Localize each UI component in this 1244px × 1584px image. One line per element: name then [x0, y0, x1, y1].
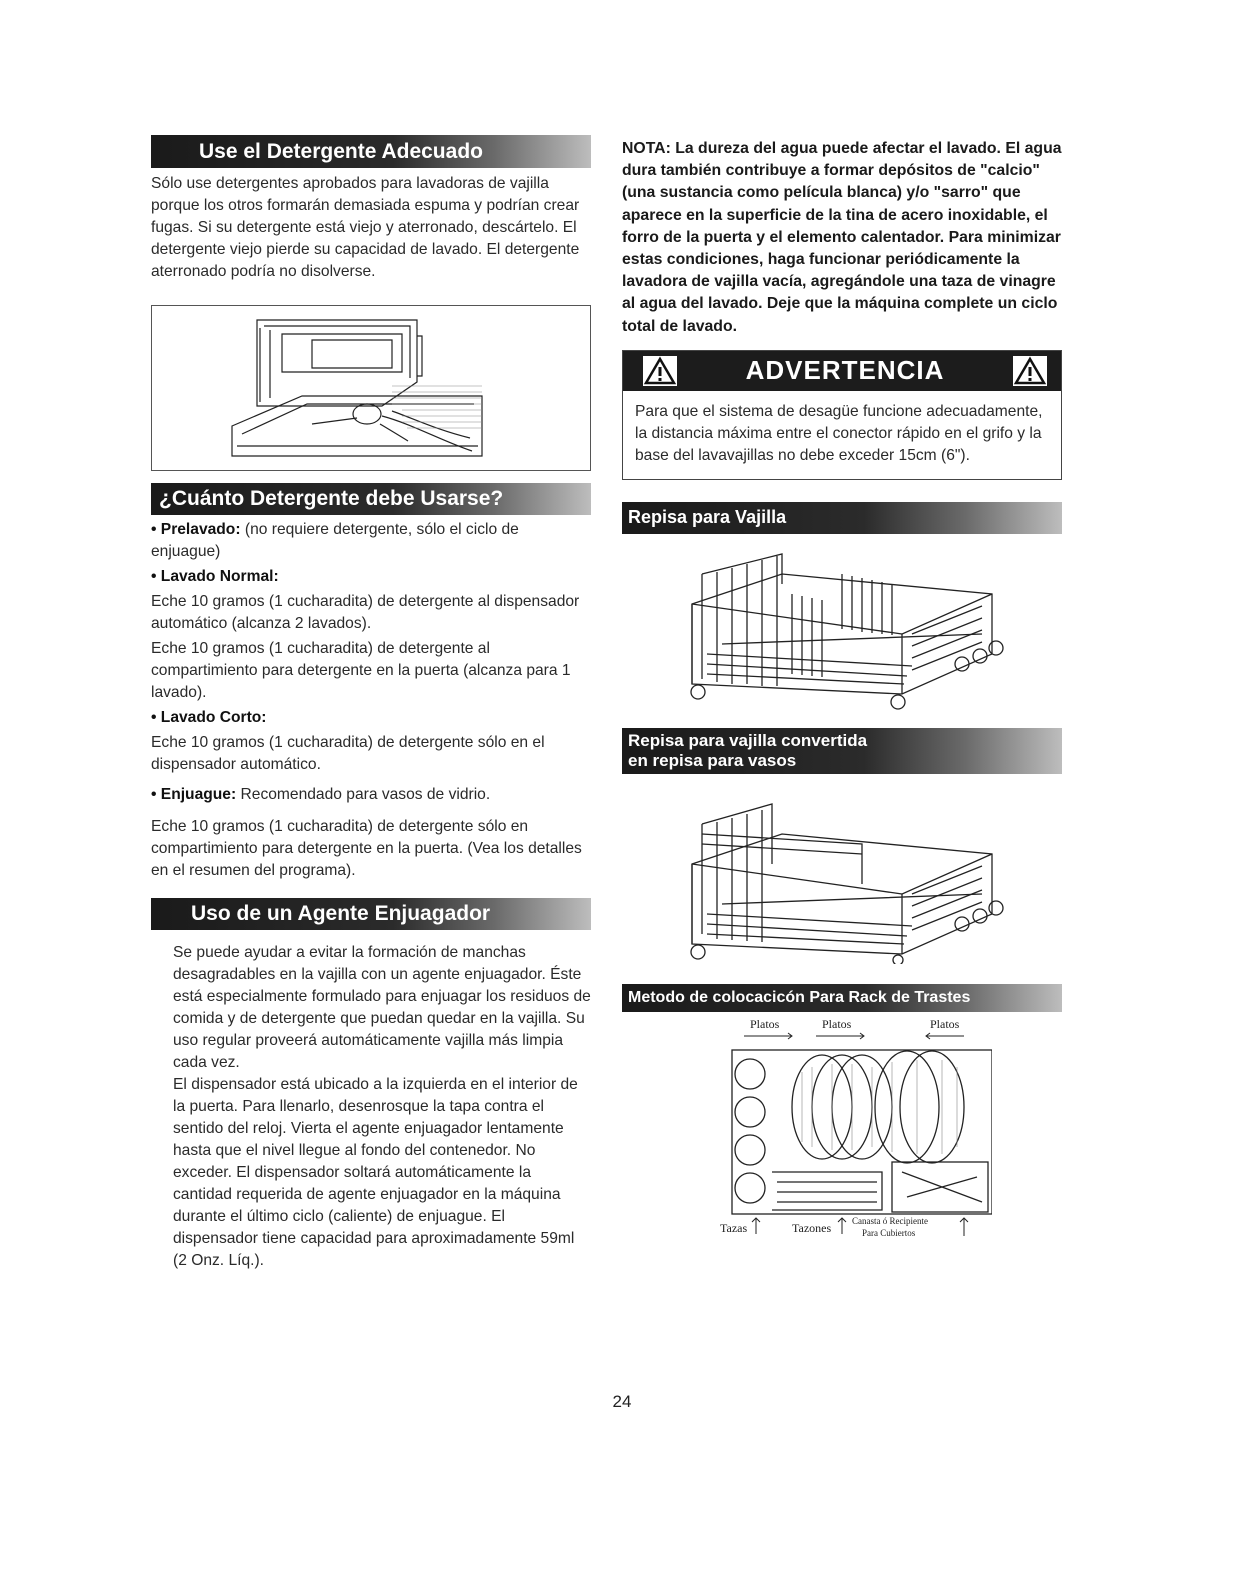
prelavado-label: • Prelavado:: [151, 521, 241, 538]
rinse-heading: Uso de un Agente Enjuagador: [151, 898, 591, 930]
dish-rack-icon: [662, 534, 1022, 724]
converted-rack-heading-line-1: Repisa para vajilla convertida: [628, 730, 868, 750]
loading-diagram: [622, 1012, 1062, 1242]
nota-paragraph: NOTA: La dureza del agua puede afectar el lavado. El agua dura también contribuye a formar depósitos de "calcio" (una sustancia como película blanca) y/o "sarro" que aparece en la superficie de la tina de acero inoxidable, el forro de la puerta y el elemento calentador. Para minimizar estas condiciones, haga funcionar periódicamente la lavadora de vajilla vacía, agregándole una taza de vinagre al agua del lavado. Deje que la máquina complete un ciclo total de lavado.: [622, 140, 1062, 335]
converted-rack-heading: [622, 728, 1062, 774]
glass-rack-icon: [662, 774, 1022, 964]
corto-text: Eche 10 gramos (1 cucharadita) de detergente sólo en el dispensador automático.: [151, 734, 545, 773]
label-platos-2: Platos: [822, 1016, 852, 1031]
enjuague-text-2: Eche 10 gramos (1 cucharadita) de detergente sólo en compartimiento para detergente en la puerta. (Vea los detalles en el resumen del programa).: [151, 818, 582, 879]
label-tazas: Tazas: [720, 1220, 748, 1235]
quantity-heading: ¿Cuánto Detergente debe Usarse?: [151, 483, 591, 515]
page-number: 24: [612, 1392, 632, 1411]
enjuague-text: Recomendado para vasos de vidrio.: [240, 786, 491, 803]
corto-label: • Lavado Corto:: [151, 709, 267, 726]
label-canasta-2: Para Cubiertos: [862, 1227, 916, 1238]
warning-triangle-icon: [1013, 356, 1047, 386]
normal-label: • Lavado Normal:: [151, 568, 279, 585]
normal-text-1: Eche 10 gramos (1 cucharadita) de detergente al dispensador automático (alcanza 2 lavados).: [151, 593, 580, 632]
rack-heading: Repisa para Vajilla: [622, 502, 1062, 534]
warning-triangle-icon: [643, 356, 677, 386]
enjuague-item: [151, 784, 591, 806]
left-column: [151, 135, 591, 1272]
glass-rack-illustration: [622, 774, 1062, 964]
warning-box: [622, 350, 1062, 480]
dishwasher-door-illustration: [152, 306, 590, 470]
right-column: [622, 138, 1062, 1242]
label-platos-3: Platos: [930, 1016, 960, 1031]
converted-rack-heading-line-2: en repisa para vasos: [628, 750, 797, 770]
detergent-heading: Use el Detergente Adecuado: [151, 135, 591, 168]
warning-text: Para que el sistema de desagüe funcione adecuadamente, la distancia máxima entre el conector rápido en el grifo y la base del lavavajillas no debe exceder 15cm (6").: [635, 402, 1043, 464]
rinse-paragraph-1: Se puede ayudar a evitar la formación de manchas desagradables en la vajilla con un agente enjuagador. Éste está especialmente formulado para enjuagar los residuos de comida y de detergente que puedan quedar en la vajilla. Su uso regular proveerá automáticamente vajilla más limpia cada vez.: [173, 944, 591, 1071]
enjuague-label: • Enjuague:: [151, 786, 237, 803]
dispenser-illustration: [151, 305, 591, 471]
prelavado-item: [151, 519, 591, 563]
normal-text-2: Eche 10 gramos (1 cucharadita) de detergente al compartimiento para detergente en la puerta (alcanza para 1 lavado).: [151, 640, 571, 701]
warning-title: ADVERTENCIA: [745, 355, 945, 386]
warning-header: [623, 351, 1061, 391]
dish-rack-illustration: [622, 534, 1062, 724]
label-platos-1: Platos: [750, 1016, 780, 1031]
detergent-paragraph: Sólo use detergentes aprobados para lavadoras de vajilla porque los otros formarán demasiada espuma y podrían crear fugas. Si su detergente está viejo y aterronado, descártelo. El detergente viejo pierde su capacidad de lavado. El detergente aterronado podría no disolverse.: [151, 175, 580, 280]
prelavado-text: (no requiere detergente, sólo el ciclo de enjuague): [151, 521, 519, 560]
label-canasta-1: Canasta ó Recipiente: [852, 1215, 928, 1226]
label-tazones: Tazones: [792, 1220, 832, 1235]
loading-heading: Metodo de colocacicón Para Rack de Trastes: [622, 984, 1062, 1012]
rinse-paragraph-2: El dispensador está ubicado a la izquierda en el interior de la puerta. Para llenarlo, desenrosque la tapa contra el sentido del reloj. Vierta el agente enjuagador lentamente hasta que el nivel llegue al fondo del contenedor. No exceder. El dispensador soltará automáticamente la cantidad requerida de agente enjuagador en la máquina durante el último ciclo (caliente) de enjuague. El dispensador tiene capacidad para aproximadamente 59ml (2 Onz. Líq.).: [173, 1076, 578, 1269]
loading-diagram-figure: [692, 1012, 992, 1240]
